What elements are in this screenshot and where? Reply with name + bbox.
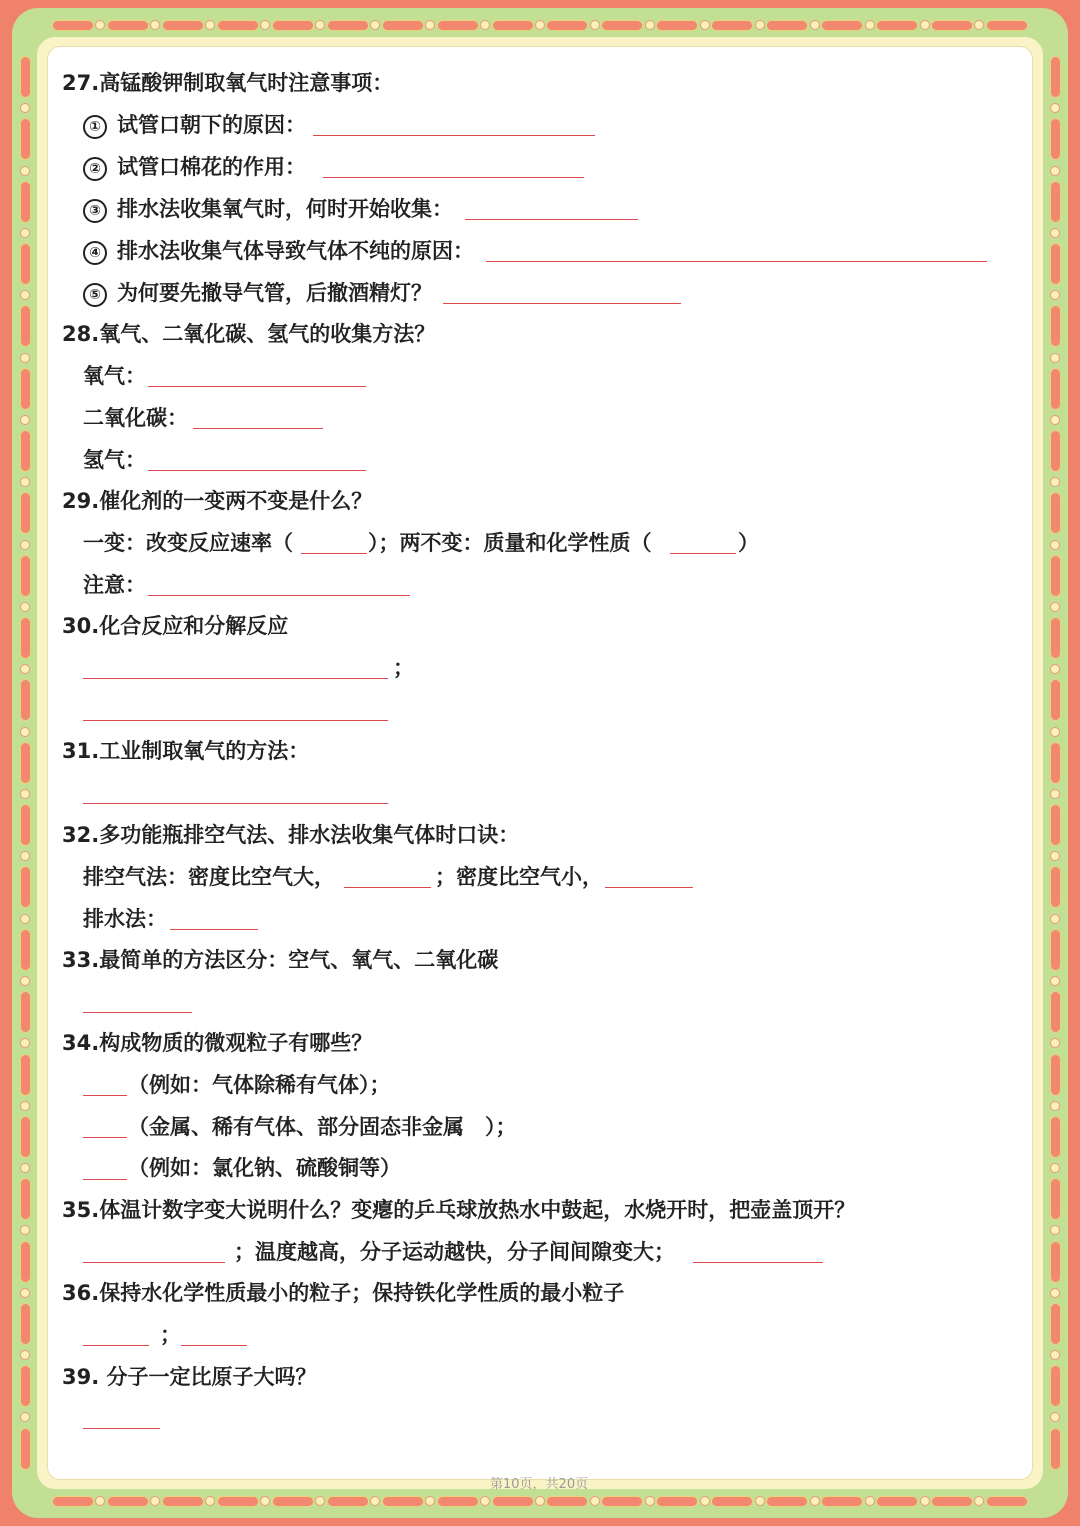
border-bead-dot	[205, 20, 215, 30]
border-bead-oval	[20, 555, 31, 597]
border-bead-dot	[315, 1496, 325, 1506]
border-bead-oval	[492, 1496, 534, 1507]
q27-item-2	[83, 153, 306, 181]
q34-item-1: （例如：气体除稀有气体）；	[128, 1073, 391, 1097]
q34-blank-1[interactable]	[83, 1095, 127, 1096]
border-bead-oval	[162, 1496, 204, 1507]
border-bead-oval	[1050, 243, 1061, 285]
question-32-title: 32.多功能瓶排空气法、排水法收集气体时口诀：	[62, 823, 520, 847]
border-bead-dot	[480, 20, 490, 30]
border-bead-oval	[20, 181, 31, 223]
q27-item-3-blank[interactable]	[465, 219, 638, 220]
border-bead-dot	[20, 1288, 30, 1298]
question-39-title: 39. 分子一定比原子大吗？	[62, 1365, 317, 1389]
border-bead-oval	[1050, 742, 1061, 784]
border-bead-oval	[1050, 118, 1061, 160]
border-bead-oval	[20, 492, 31, 534]
border-bead-dot	[1050, 477, 1060, 487]
q29-line-c: ）	[738, 531, 759, 555]
border-bead-dot	[20, 1225, 30, 1235]
border-bead-oval	[601, 20, 643, 31]
border-pattern-bottom	[52, 1495, 1028, 1507]
border-bead-dot	[425, 20, 435, 30]
border-bead-dot	[700, 20, 710, 30]
border-bead-oval	[20, 430, 31, 472]
border-bead-dot	[20, 1101, 30, 1111]
border-bead-dot	[645, 20, 655, 30]
border-bead-dot	[20, 851, 30, 861]
border-bead-oval	[20, 991, 31, 1033]
border-bead-dot	[1050, 727, 1060, 737]
border-bead-oval	[20, 804, 31, 846]
border-bead-oval	[52, 1496, 94, 1507]
border-bead-dot	[1050, 415, 1060, 425]
border-bead-oval	[821, 1496, 863, 1507]
border-bead-dot	[865, 20, 875, 30]
border-bead-oval	[1050, 1241, 1061, 1283]
q36-separator: ；	[160, 1323, 181, 1347]
q28-hydrogen-blank[interactable]	[148, 470, 366, 471]
border-bead-oval	[546, 20, 588, 31]
question-31-title: 31.工业制取氧气的方法：	[62, 739, 310, 763]
question-36-title: 36.保持水化学性质最小的粒子；保持铁化学性质的最小粒子	[62, 1281, 625, 1305]
q33-blank[interactable]	[83, 1012, 192, 1013]
border-bead-oval	[20, 56, 31, 98]
border-bead-oval	[656, 20, 698, 31]
border-bead-dot	[1050, 602, 1060, 612]
border-bead-oval	[1050, 555, 1061, 597]
border-bead-oval	[1050, 305, 1061, 347]
border-bead-oval	[382, 1496, 424, 1507]
border-bead-dot	[20, 976, 30, 986]
border-bead-dot	[755, 20, 765, 30]
border-bead-oval	[656, 1496, 698, 1507]
border-bead-dot	[1050, 1163, 1060, 1173]
border-bead-oval	[20, 118, 31, 160]
border-bead-dot	[370, 20, 380, 30]
border-bead-dot	[425, 1496, 435, 1506]
border-pattern-left	[19, 56, 31, 1470]
border-bead-dot	[20, 664, 30, 674]
border-bead-dot	[1050, 1288, 1060, 1298]
border-bead-dot	[95, 20, 105, 30]
border-bead-oval	[327, 1496, 369, 1507]
border-bead-oval	[20, 679, 31, 721]
border-bead-dot	[315, 20, 325, 30]
border-bead-oval	[876, 1496, 918, 1507]
border-bead-oval	[1050, 929, 1061, 971]
q29-line-b: ）；两不变：质量和化学性质（	[368, 531, 652, 555]
q32-water-blank[interactable]	[170, 929, 258, 930]
border-bead-dot	[20, 1350, 30, 1360]
border-bead-oval	[20, 1241, 31, 1283]
page-footer: 第10页，共20页	[490, 1477, 589, 1492]
border-bead-oval	[217, 1496, 259, 1507]
border-bead-dot	[20, 290, 30, 300]
border-bead-dot	[1050, 1225, 1060, 1235]
border-bead-dot	[810, 1496, 820, 1506]
question-34-title: 34.构成物质的微观粒子有哪些？	[62, 1031, 373, 1055]
border-bead-oval	[20, 617, 31, 659]
border-bead-oval	[492, 20, 534, 31]
border-bead-oval	[711, 20, 753, 31]
border-bead-dot	[1050, 290, 1060, 300]
border-bead-oval	[1050, 1303, 1061, 1345]
q27-item-2-text: 试管口棉花的作用：	[117, 155, 306, 179]
border-bead-dot	[1050, 664, 1060, 674]
q29-blank-1[interactable]	[301, 553, 367, 554]
border-bead-dot	[1050, 540, 1060, 550]
border-bead-dot	[1050, 353, 1060, 363]
q32-air-label-b: ；密度比空气小，	[435, 865, 603, 889]
border-bead-oval	[20, 866, 31, 908]
border-bead-oval	[601, 1496, 643, 1507]
border-bead-dot	[1050, 851, 1060, 861]
border-bead-dot	[20, 166, 30, 176]
border-bead-dot	[480, 1496, 490, 1506]
border-bead-dot	[20, 353, 30, 363]
q30-blank-1[interactable]	[83, 678, 388, 679]
border-bead-dot	[810, 20, 820, 30]
border-bead-oval	[272, 20, 314, 31]
question-35-title: 35.体温计数字变大说明什么？变瘪的乒乓球放热水中鼓起，水烧开时，把壶盖顶开？	[62, 1198, 856, 1222]
q31-blank[interactable]	[83, 803, 388, 804]
border-bead-oval	[1050, 1178, 1061, 1220]
q27-item-2-blank[interactable]	[323, 177, 584, 178]
border-bead-oval	[52, 20, 94, 31]
q32-air-label-a: 排空气法：密度比空气大，	[83, 865, 335, 889]
border-bead-oval	[876, 20, 918, 31]
question-30-title: 30.化合反应和分解反应	[62, 614, 289, 638]
border-bead-dot	[20, 103, 30, 113]
q35-middle-text: ；温度越高，分子运动越快，分子间间隙变大；	[234, 1240, 675, 1264]
q29-note-label: 注意：	[83, 573, 146, 597]
border-bead-dot	[20, 415, 30, 425]
border-bead-dot	[920, 1496, 930, 1506]
q27-item-3-text: 排水法收集氧气时，何时开始收集：	[117, 197, 453, 221]
border-pattern-right	[1049, 56, 1061, 1470]
border-bead-oval	[162, 20, 204, 31]
q27-item-5	[83, 279, 432, 307]
border-bead-oval	[1050, 1116, 1061, 1158]
border-bead-dot	[20, 602, 30, 612]
border-bead-oval	[272, 1496, 314, 1507]
circled-number-1: ①	[83, 115, 107, 139]
border-bead-oval	[1050, 991, 1061, 1033]
q29-note-blank[interactable]	[148, 595, 410, 596]
q28-oxygen-label: 氧气：	[83, 364, 146, 388]
border-bead-dot	[645, 1496, 655, 1506]
q35-blank-1[interactable]	[83, 1262, 225, 1263]
border-bead-dot	[150, 1496, 160, 1506]
q30-separator: ；	[393, 656, 414, 680]
border-bead-dot	[20, 789, 30, 799]
border-bead-oval	[20, 742, 31, 784]
border-bead-dot	[590, 20, 600, 30]
border-bead-oval	[1050, 181, 1061, 223]
border-bead-oval	[20, 1054, 31, 1096]
border-bead-oval	[20, 1428, 31, 1470]
border-bead-dot	[20, 727, 30, 737]
q30-blank-2[interactable]	[83, 720, 388, 721]
q32-air-blank-1[interactable]	[344, 887, 431, 888]
border-bead-oval	[1050, 492, 1061, 534]
border-bead-dot	[1050, 166, 1060, 176]
border-bead-oval	[1050, 368, 1061, 410]
border-bead-oval	[1050, 1054, 1061, 1096]
border-bead-oval	[986, 20, 1028, 31]
q27-item-1	[83, 111, 306, 139]
border-bead-dot	[205, 1496, 215, 1506]
border-bead-dot	[260, 1496, 270, 1506]
border-bead-dot	[1050, 789, 1060, 799]
border-bead-oval	[1050, 56, 1061, 98]
border-bead-dot	[260, 20, 270, 30]
q28-hydrogen-label: 氢气：	[83, 448, 146, 472]
border-bead-dot	[20, 1038, 30, 1048]
border-bead-dot	[755, 1496, 765, 1506]
worksheet-page	[48, 47, 1032, 1479]
q28-co2-label: 二氧化碳：	[83, 406, 188, 430]
border-bead-oval	[20, 1178, 31, 1220]
border-bead-oval	[20, 1116, 31, 1158]
border-bead-oval	[1050, 430, 1061, 472]
border-bead-dot	[20, 1163, 30, 1173]
border-bead-oval	[1050, 804, 1061, 846]
circled-number-4: ④	[83, 241, 107, 265]
q34-blank-3[interactable]	[83, 1179, 127, 1180]
border-bead-oval	[986, 1496, 1028, 1507]
border-bead-oval	[20, 1303, 31, 1345]
circled-number-3: ③	[83, 199, 107, 223]
border-bead-oval	[711, 1496, 753, 1507]
border-bead-oval	[382, 20, 424, 31]
q27-item-1-blank[interactable]	[313, 135, 595, 136]
border-bead-dot	[535, 1496, 545, 1506]
border-bead-oval	[20, 368, 31, 410]
circled-number-2: ②	[83, 157, 107, 181]
border-bead-dot	[20, 477, 30, 487]
border-bead-dot	[1050, 1101, 1060, 1111]
border-bead-oval	[1050, 1365, 1061, 1407]
border-bead-oval	[20, 243, 31, 285]
border-bead-dot	[20, 914, 30, 924]
border-bead-dot	[535, 20, 545, 30]
q34-blank-2[interactable]	[83, 1137, 127, 1138]
q36-blank-1[interactable]	[83, 1345, 149, 1346]
border-bead-oval	[437, 20, 479, 31]
border-bead-dot	[1050, 1038, 1060, 1048]
border-bead-oval	[821, 20, 863, 31]
border-bead-oval	[20, 929, 31, 971]
border-bead-dot	[370, 1496, 380, 1506]
question-27-title: 27.高锰酸钾制取氧气时注意事项：	[62, 71, 394, 95]
border-bead-dot	[150, 20, 160, 30]
q39-blank[interactable]	[83, 1428, 160, 1429]
border-bead-oval	[1050, 866, 1061, 908]
border-bead-dot	[1050, 228, 1060, 238]
q29-line-a: 一变：改变反应速率（	[83, 531, 293, 555]
border-bead-oval	[107, 20, 149, 31]
border-bead-dot	[20, 228, 30, 238]
border-bead-oval	[546, 1496, 588, 1507]
border-bead-dot	[20, 540, 30, 550]
border-bead-dot	[700, 1496, 710, 1506]
q27-item-4-blank[interactable]	[486, 261, 987, 262]
border-bead-oval	[1050, 617, 1061, 659]
q28-oxygen-blank[interactable]	[148, 386, 366, 387]
border-bead-dot	[590, 1496, 600, 1506]
question-28-title: 28.氧气、二氧化碳、氢气的收集方法？	[62, 322, 436, 346]
border-bead-dot	[1050, 914, 1060, 924]
border-bead-dot	[95, 1496, 105, 1506]
border-bead-oval	[327, 20, 369, 31]
border-bead-dot	[974, 20, 984, 30]
border-bead-oval	[217, 20, 259, 31]
border-bead-dot	[920, 20, 930, 30]
border-bead-oval	[20, 305, 31, 347]
border-bead-oval	[437, 1496, 479, 1507]
q27-item-4	[83, 237, 474, 265]
border-bead-oval	[931, 20, 973, 31]
border-pattern-top	[52, 19, 1028, 31]
border-bead-oval	[107, 1496, 149, 1507]
border-bead-dot	[1050, 103, 1060, 113]
border-bead-dot	[1050, 976, 1060, 986]
border-bead-oval	[931, 1496, 973, 1507]
q34-item-2: （金属、稀有气体、部分固态非金属 ）；	[128, 1115, 517, 1139]
border-bead-dot	[1050, 1412, 1060, 1422]
q27-item-4-text: 排水法收集气体导致气体不纯的原因：	[117, 239, 474, 263]
q35-blank-2[interactable]	[693, 1262, 823, 1263]
q28-co2-blank[interactable]	[193, 428, 323, 429]
border-bead-dot	[865, 1496, 875, 1506]
border-bead-dot	[974, 1496, 984, 1506]
q32-water-label: 排水法：	[83, 907, 167, 931]
border-bead-oval	[20, 1365, 31, 1407]
border-bead-dot	[1050, 1350, 1060, 1360]
question-33-title: 33.最简单的方法区分：空气、氧气、二氧化碳	[62, 948, 499, 972]
question-29-title: 29.催化剂的一变两不变是什么？	[62, 489, 373, 513]
q36-blank-2[interactable]	[181, 1345, 247, 1346]
q27-item-5-text: 为何要先撤导气管，后撤酒精灯？	[117, 281, 432, 305]
border-bead-oval	[766, 20, 808, 31]
q29-blank-2[interactable]	[670, 553, 736, 554]
q27-item-5-blank[interactable]	[443, 303, 681, 304]
border-bead-oval	[1050, 679, 1061, 721]
border-bead-oval	[766, 1496, 808, 1507]
q27-item-3	[83, 195, 453, 223]
q32-air-blank-2[interactable]	[605, 887, 693, 888]
border-bead-oval	[1050, 1428, 1061, 1470]
q34-item-3: （例如：氯化钠、硫酸铜等）	[128, 1156, 401, 1180]
circled-number-5: ⑤	[83, 283, 107, 307]
border-bead-dot	[20, 1412, 30, 1422]
q27-item-1-text: 试管口朝下的原因：	[117, 113, 306, 137]
